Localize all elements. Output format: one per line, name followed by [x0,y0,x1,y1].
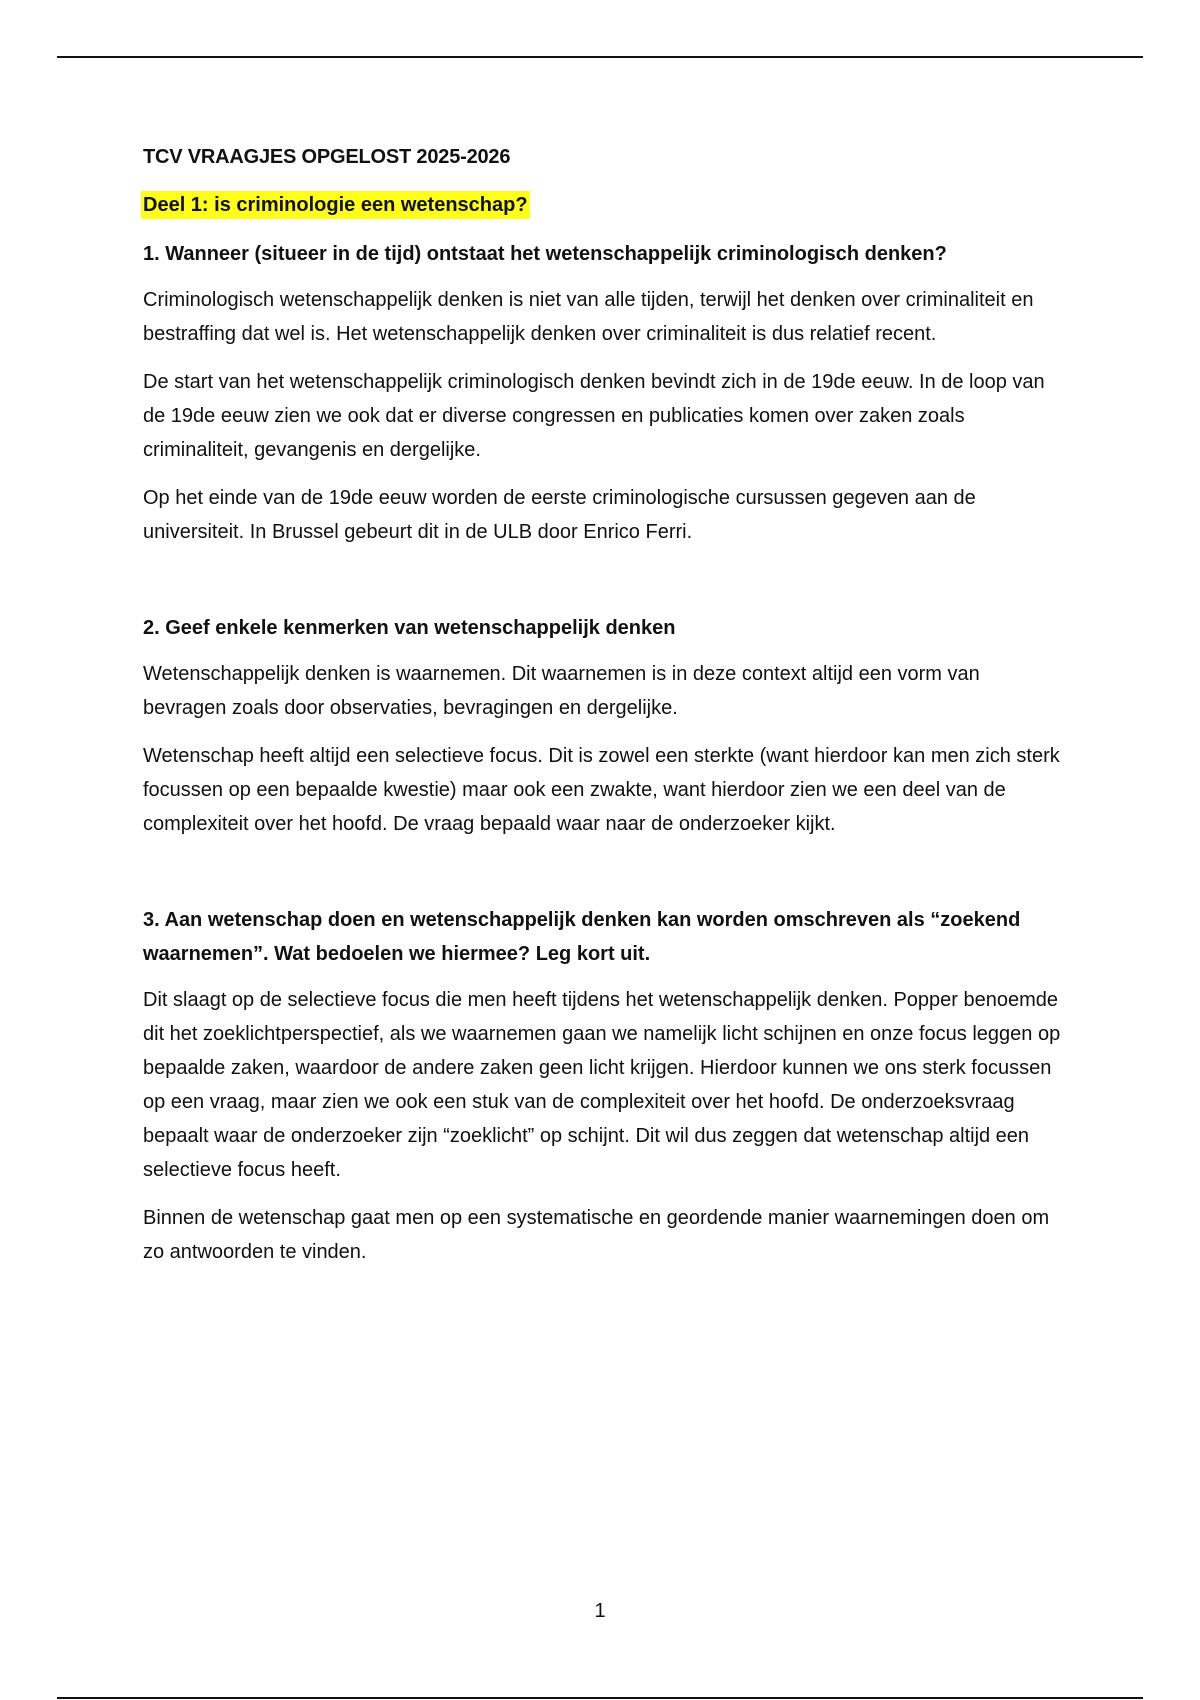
answer-paragraph: Op het einde van de 19de eeuw worden de eerste criminologische cursussen gegeven aan de universiteit. In Brussel gebeurt dit in de ULB door Enrico Ferri. [143,487,976,543]
answer-paragraph: Wetenschap heeft altijd een selectieve focus. Dit is zowel een sterkte (want hierdoor kan men zich sterk focussen op een bepaalde kwestie) maar ook een zwakte, want hierdoor zien we een deel van de complexiteit over het hoofd. De vraag bepaald waar naar de onderzoeker kijkt. [143,745,1060,835]
answer-paragraph: Binnen de wetenschap gaat men op een systematische en geordende manier waarnemingen doen om zo antwoorden te vinden. [143,1207,1050,1263]
question-block [143,903,1063,1269]
bottom-rule [57,1697,1143,1699]
answer-paragraph: Wetenschappelijk denken is waarnemen. Dit waarnemen is in deze context altijd een vorm van bevragen zoals door observaties, bevragingen en dergelijke. [143,663,980,719]
document-title: TCV VRAAGJES OPGELOST 2025-2026 [143,146,511,168]
answer-paragraph: Dit slaagt op de selectieve focus die men heeft tijdens het wetenschappelijk denken. Popper benoemde dit het zoeklichtperspectief, als we waarnemen gaan we namelijk licht schijnen en onze focus leggen op bepaalde zaken, waardoor de andere zaken geen licht krijgen. Hierdoor kunnen we ons sterk focussen op een vraag, maar zien we ook een stuk van de complexiteit over het hoofd. De onderzoeksvraag bepaalt waar de onderzoeker zijn “zoeklicht” op schijnt. Dit wil dus zeggen dat wetenschap altijd een selectieve focus heeft. [143,989,1061,1181]
question-2: 2. Geef enkele kenmerken van wetenschappelijk denken [143,617,676,639]
section-heading: Deel 1: is criminologie een wetenschap? [141,191,530,219]
question-1: 1. Wanneer (situeer in de tijd) ontstaat het wetenschappelijk criminologisch denken? [143,243,947,265]
question-block [143,611,1063,841]
spacer [143,563,1063,611]
answer-paragraph: De start van het wetenschappelijk criminologisch denken bevindt zich in de 19de eeuw. In de loop van de 19de eeuw zien we ook dat er diverse congressen en publicaties komen over zaken zoals criminaliteit, gevangenis en dergelijke. [143,371,1045,461]
question-3: 3. Aan wetenschap doen en wetenschappelijk denken kan worden omschreven als “zoekend waarnemen”. Wat bedoelen we hiermee? Leg kort uit. [143,909,1021,965]
top-rule [57,56,1143,58]
answer-paragraph: Criminologisch wetenschappelijk denken is niet van alle tijden, terwijl het denken over criminaliteit en bestraffing dat wel is. Het wetenschappelijk denken over criminaliteit is dus relatief recent. [143,289,1034,345]
question-block [143,237,1063,549]
section-heading-wrapper [143,191,1063,237]
document-body [143,143,1063,1283]
page-number: 1 [594,1600,606,1622]
spacer [143,855,1063,903]
